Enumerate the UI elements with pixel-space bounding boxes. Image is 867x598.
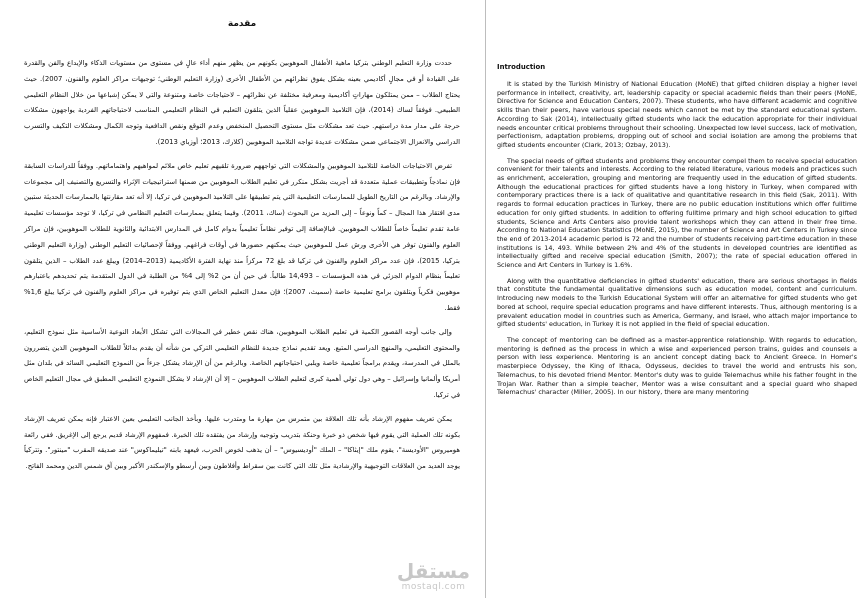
english-paragraph-1: It is stated by the Turkish Ministry of National Education (MoNE) that gifted children display a higher level performance in intellect, creativity, art, leadership capacity or special academic fields than their peers (MoNE, Directive for Science and Education Centers, 2007). These students, who have different academic and cognitive skills than their peers, have various special needs which cannot be met by the standard educational system. According to Sak (2014), intellectually gifted students who lack the education appropriate for their individual needs encounter critical problems throughout their schooling. Unexpected low level success, lack of motivation, perfectionism, adaptation problems, dropping out of school and social isolation are among the problems that gifted students encounter (Clark, 2013; Ozbay, 2013).	[497, 80, 857, 149]
watermark-url: mostaql.com	[401, 582, 466, 592]
english-paragraph-4: The concept of mentoring can be defined as a master-apprentice relationship. With regards to education, mentoring is defined as the process in which a wise and experienced person trains, guides and counsels a person with less experience. Mentoring is an ancient concept dating back to Ancient Greece. In Homer's masterpiece Odyssey, the King of Ithaca, Odysseus, decides to travel the world and entrusts his son, Telemachus, to his devoted friend Mentor. Mentor's duty was to guide Telemachus while his father fought in the Trojan War. Rather than a simple teacher, Mentor was a wise consultant and a special guard who shaped Telemachus' character (Miller, 2005). In our history, there are many mentoring	[497, 335, 857, 397]
arabic-page-body	[24, 56, 460, 483]
english-page-title: Introduction	[497, 63, 546, 71]
english-paragraph-2: The special needs of gifted students and problems they encounter compel them to receive special education convenient for their talents and interests. According to the related literature, various models and practices such as enrichment, acceleration, grouping and mentoring are frequently used in the education of gifted students. Although the educational practices for gifted students have a long history in Turkey, when compared with contemporary practices there is a lack of qualitative and quantitative research in this field (Sak, 2011). With regards to formal education practices in Turkey, there are no public education institutions which offer fulltime education for only gifted students. In addition to offering fulltime primary and high school education to gifted students, Science and Arts Centers also provide talent workshops which they can attend in their free time. According to National Education Statistics (MoNE, 2015), the number of Science and Art Centers in Turkey since the end of 2013-2014 academic period is 72 and the number of students receiving part-time education in these institutions is 14, 493. While between 2% and 4% of the students in developed countries are identified as intellectually gifted and receive special education (Smith, 2007); the rate of special education offered in Science and Art Centers in Turkey is 1.6%.	[497, 156, 857, 270]
arabic-paragraph-1: حددت وزارة التعليم الوطني بتركيا ماهية الأطفال الموهوبين بكونهم من يظهر منهم أداء عالٍ في مستوى من مستويات الذكاء والإبداع والفن والقدرة على القيادة أو في مجالٍ أكاديمي بعينه بشكل يفوق نظرائهم من الأطفال الأخرى (وزارة التعليم الوطني؛ توجيهات مراكز العلوم والفنون، 2007). حيث يحتاج الطلاب – ممن يمتلكون مهاراتٍ أكاديمية ومعرفية مختلفة عن نظرائهم – لاحتياجات خاصة ومتنوعة والتي لا يمكن إشباعها من خلال النظام التعليمي الطبيعي. فوفقاً لساك (2014)، فإن التلاميذ الموهوبين عقلياً الذين يتلقون التعليم في النظام التعليمي المناسب لاحتياجاتهم الفردية يواجهون مشكلات حرجة على مدار مدة دراستهم. حيث تعد مشكلات مثل مستوى التحصيل المنخفض وعدم التوقع ونقص الدافعية وتوجه الكمال ومشكلات التكيف والتسرب الدراسي والانعزال الاجتماعي ضمن مشكلات عديدة تواجه التلاميذ الموهوبين (كلارك، 2013؛ أوزباي 2013).	[24, 59, 461, 146]
arabic-paragraph-4: يمكن تعريف مفهوم الإرشاد بأنه تلك العلاقة بين متمرس من مهارة ما ومتدرب عليها. وبأخذ الجانب التعليمي بعين الاعتبار فإنه يمكن تعريف الإرشاد بكونه تلك العملية التي يقوم فيها شخص ذو خبرة وحنكة بتدريب وتوجيه وإرشاد من يفتقده تلك الخبرة. فمفهوم الإرشاد قديم يرجع إلى الإغريق. ففي رائعة هوميروس "الأوديسة"، يقوم ملك "إيثاكا" – الملك "أوديسيوس" – أن يذهب لخوض الحرب، فيعهد بابنه "تيليماكوس" عند صديقه المقرب "مينتور". وتتركياً يوجد العديد من العلاقات التوجيهية والإرشادية مثل تلك التي كانت بين سقراط وأفلاطون وبين أرسطو والإسكندر الأكبر وبين آق شمس الدين ومحمد الفاتح.	[24, 414, 460, 471]
english-paragraph-3: Along with the quantitative deficiencies in gifted students' education, there are serious shortages in fields that constitute the fundamental qualitative dimensions such as education model, content and curriculum. Introducing new models to the Turkish Educational System will offer an alternative for gifted students who get bored at school, require special education programs and have different interests. Thus, although mentoring is a prevalent education model in countries such as America, Germany, and Israel, who attach major importance to gifted students' education, in Turkey it is not applied in the field of special education.	[497, 276, 857, 329]
english-page-body	[497, 80, 857, 404]
watermark-logo: مستقل	[396, 559, 471, 583]
arabic-paragraph-3: وإلى جانب أوجه القصور الكمية في تعليم الطلاب الموهوبين، هناك نقص خطير في المجالات التي تشكل الأبعاد النوعية الأساسية مثل نموذج التعليم، والمحتوى التعليمي، والمنهج الدراسي المتبع. ويعد تقديم نماذج جديدة للنظام التعليمي التركي من شأنه أن يقدم بدائلاً للطلاب الموهوبين الذين يتضررون بالملل في المدرسة، ويقدم برامجاً تعليمية خاصة ويلبي احتياجاتهم الخاصة. وبالرغم من أن الإرشاد يشكل جزءاً من النموذج التعليمي السائد في بلدان مثل أمريكا وألمانيا وإسرائيل – وهي دول تولي أهمية كبرى لتعليم الطلاب الموهوبين – إلا أن الإرشاد لا يشكل النموذج التعليمي المطبق في مجال التعليم الخاص في تركيا.	[24, 327, 460, 399]
arabic-page-title: مقدمة	[227, 19, 257, 29]
english-page	[486, 0, 867, 598]
arabic-paragraph-2: تفرض الاحتياجات الخاصة للتلاميذ الموهوبين والمشكلات التي تواجههم ضرورة تلقيهم تعليم خاص ملائم لمواهبهم واهتماماتهم. ووفقاً للدراسات السابقة فإن نماذجاً وتطبيقات عملية متعددة قد أجريت بشكل منكرر في تعليم الطلاب الموهوبين من ضمنها استراتيجيات الإثراء والتسريع والتصنيف إلى مجموعات والإرشاد. وبالرغم من التاريخ الطويل للممارسات التعليمية التي يتم تطبيقها على التلاميذ الموهوبين في تركيا، إلا أنه تعد مقارنتها بالممارسات الحديثة ستبين مدى افتقار هذا المجال – كماً ونوعاً – إلى المزيد من البحوث (ساك، 2011). وفيما يتعلق بممارسات التعليم النظامي في تركيا، لا توجد مؤسسات تعليمية عامة تقدم تعليماً خاصاً للطلاب الموهوبين. فبالإضافة إلى توفير نظاماً تعليمياً بدوام كامل في المدارس الابتدائية والثانوية للطلاب الموهوبين، فإن مراكز العلوم والفنون توفر هي الأخرى ورش عمل للموهوبين حيث يمكنهم حضورها في أوقات فراغهم. ووفقاً لإحصائيات التعليم الوطني (وزارة التعليم الوطني بتركيا، 2015)، فإن عدد مراكز العلوم والفنون في تركيا قد بلغ 72 مركزاً منذ نهاية الفترة الأكاديمية (2013–2014) ويبلغ عدد الطلاب – الذين يتلقون تعليماً بنظام الدوام الجزئي في هذه المؤسسات – 14,493 طالباً. في حين أن من 2% إلى 4% من الطلبة في الدول المتقدمة يتم تحديدهم باعتبارهم موهوبين فكرياً ويتلقون برامج تعليمية خاصة (سميث، 2007)؛ فإن معدل التعليم الخاص الذي يتم توفيره في مراكز العلوم والفنون في تركيا يبلغ 1,6% فقط.	[24, 161, 461, 312]
